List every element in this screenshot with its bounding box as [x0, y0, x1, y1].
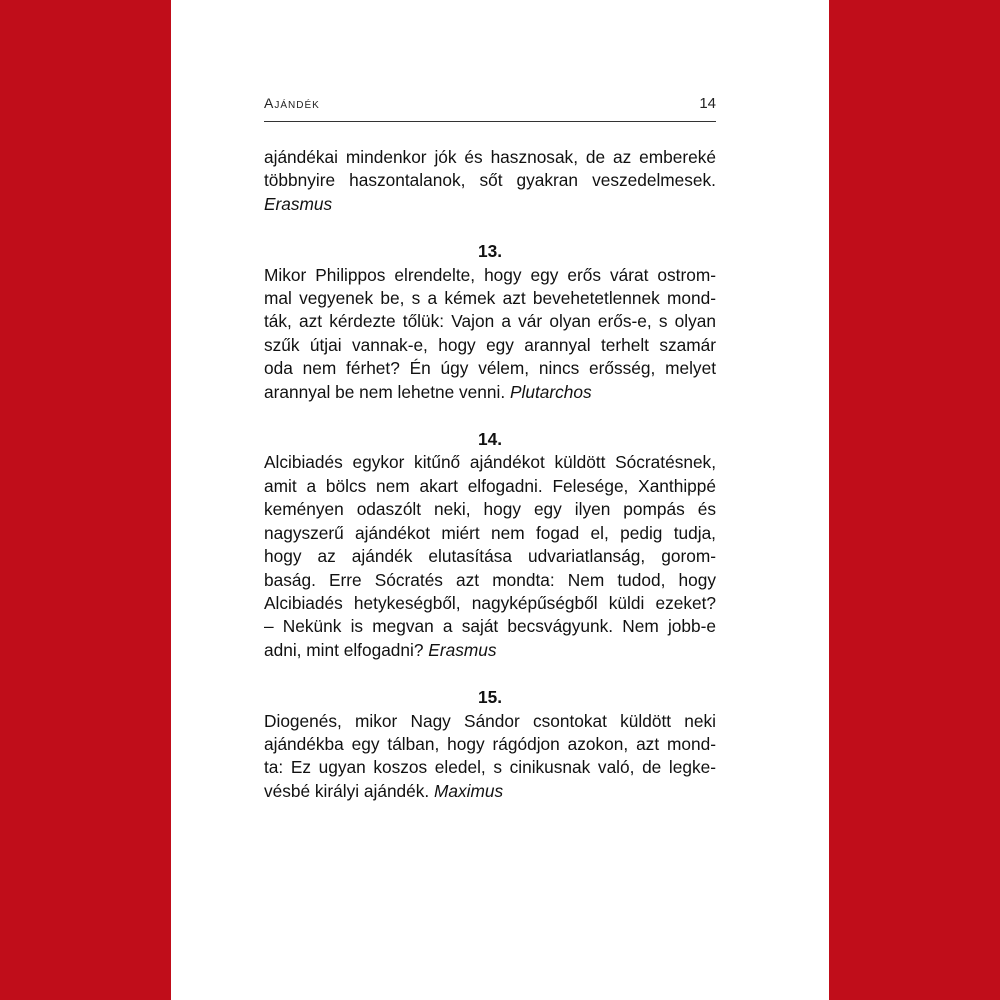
text-line: ták, azt kérdezte tőlük: Vajon a vár olyan erős-e, s olyan — [264, 311, 716, 332]
author-attribution: Erasmus — [428, 639, 497, 660]
text-fragment: arannyal be nem lehetne venni. — [264, 381, 506, 402]
text-line: – Nekünk is megvan a saját becsvágyunk. Nem jobb-e — [264, 616, 716, 637]
text-line: hogy az ajándék elutasítása udvariatlanság, gorom- — [264, 546, 716, 567]
text-line: Diogenés, mikor Nagy Sándor csontokat küldött neki — [264, 710, 716, 731]
text-line: baság. Erre Sócratés azt mondta: Nem tudod, hogy — [264, 569, 716, 590]
header-rule — [264, 121, 716, 122]
page-number: 14 — [699, 95, 716, 112]
text-line: Alcibiadés egykor kitűnő ajándékot küldött Sócratésnek, — [264, 452, 716, 473]
text-line: oda nem férhet? Én úgy vélem, nincs erősség, melyet — [264, 358, 716, 379]
text-line-last — [264, 381, 716, 404]
text-fragment: adni, mint elfogadni? — [264, 639, 424, 660]
text-line-last — [264, 639, 716, 662]
text-line: Alcibiadés hetykeségből, nagyképűségből küldi ezeket? — [264, 592, 716, 613]
entry-number: 14. — [477, 429, 503, 450]
text-line: Mikor Philippos elrendelte, hogy egy erős várat ostrom- — [264, 264, 716, 285]
author-attribution: Plutarchos — [509, 381, 592, 402]
entry-number: 15. — [477, 687, 503, 708]
text-line: szűk útjai vannak-e, hogy egy arannyal terhelt szamár — [264, 334, 716, 355]
text-line-last — [264, 780, 716, 803]
entry-number: 13. — [477, 241, 503, 262]
page-header — [264, 95, 716, 112]
text-line: keményen odaszólt neki, hogy egy ilyen pompás és — [264, 499, 716, 520]
author-attribution: Erasmus — [264, 193, 333, 214]
text-line: ajándékai mindenkor jók és hasznosak, de az embereké — [264, 147, 716, 167]
running-title: Ajándék — [264, 95, 320, 111]
author-attribution: Maximus — [434, 780, 504, 801]
body-text — [264, 146, 716, 803]
text-line: ajándékba egy tálban, hogy rágódjon azokon, azt mond- — [264, 733, 716, 754]
book-page — [171, 0, 829, 1000]
text-line: mal vegyenek be, s a kémek azt bevehetetlennek mond- — [264, 288, 716, 309]
text-line: nagyszerű ajándékot miért nem fogad el, pedig tudja, — [264, 522, 716, 543]
text-line: többnyire haszontalanok, sőt gyakran veszedelmesek. — [264, 170, 716, 191]
text-fragment: vésbé királyi ajándék. — [264, 780, 430, 801]
text-line: amit a bölcs nem akart elfogadni. Felesége, Xanthippé — [264, 475, 716, 496]
text-line: ta: Ez ugyan koszos eledel, s cinikusnak való, de legke- — [264, 757, 716, 778]
